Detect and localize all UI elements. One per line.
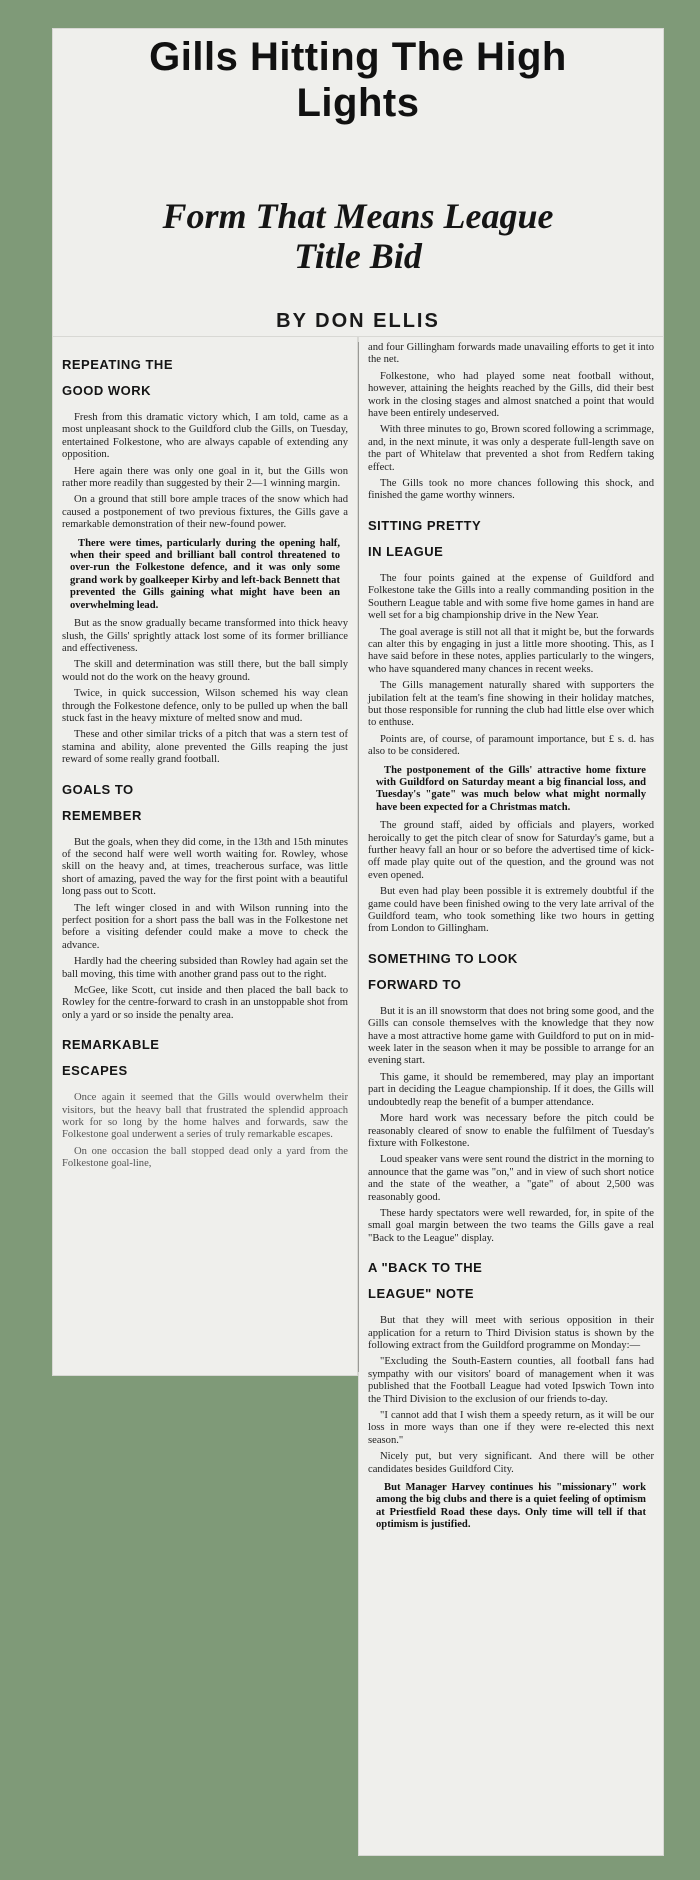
bold-paragraph: But Manager Harvey continues his "missionary" work among the big clubs and there is a quiet feeling of optimism at Priestfield Road these days. Only time will tell if that optimism is justified. — [376, 1482, 646, 1531]
paragraph: But it is an ill snowstorm that does not bring some good, and the Gills can console themselves with the knowledge that they now have a most attractive home game with Guildford to put on in mid-week later in the season when it may be possible to arrange for an evening start. — [368, 1005, 654, 1067]
paragraph: The Gills management naturally shared with supporters the jubilation felt at the team's fine showing in their holiday matches, but those responsible for running the club had little else over which to enthuse. — [368, 680, 654, 729]
section-heading-line: GOOD WORK — [62, 383, 151, 398]
section-heading-line: GOALS TO — [62, 781, 134, 797]
paragraph: The left winger closed in and with Wilson running into the perfect position for a short pass the ball was in the Folkestone net before a visiting defender could make a move to check the advance. — [62, 902, 348, 951]
section-heading-line: LEAGUE" NOTE — [368, 1286, 475, 1302]
paragraph: Once again it seemed that the Gills would overwhelm their visitors, but the heavy ball that frustrated the splendid approach work for so long by the home halves and forwards, saw the Folkestone goal underwent a series of truly remarkable escapes. — [62, 1092, 348, 1141]
section-heading-line: IN LEAGUE — [368, 543, 444, 559]
section-heading-line: REMARKABLE — [62, 1037, 160, 1053]
section-heading-line: FORWARD TO — [368, 976, 462, 992]
paragraph: "Excluding the South-Eastern counties, all football fans had sympathy with our visitors' board of management when it was published that the Football League had voted Ipswich Town into the Third Division to the exclusion of our friends to-day. — [368, 1356, 654, 1405]
paragraph: But the goals, when they did come, in the 13th and 15th minutes of the second half were well worth waiting for. Rowley, whose skill on the heavy and, at times, treacherous surface, was little short of amazing, paved the way for the first point with a beautiful long pass out to Scott. — [62, 836, 348, 898]
paragraph: The ground staff, aided by officials and players, worked heroically to get the pitch clear of snow for Saturday's game, but a further heavy fall an hour or so before the advertised time of kick-off made play quite out of the question, and the ground was not even opened. — [368, 820, 654, 881]
subheadline-line-1: Form That Means League — [162, 196, 554, 236]
right-column — [358, 336, 664, 1856]
paragraph: Points are, of course, of paramount importance, but £ s. d. has also to be considered. — [368, 733, 654, 758]
paragraph: But that they will meet with serious opposition in their application for a return to Third Division status is shown by the following extract from the Guildford programme on Monday:— — [368, 1315, 654, 1351]
paragraph: Loud speaker vans were sent round the district in the morning to announce that the game was "on," and in view of such short notice and the state of the weather, a "gate" of about 2,500 was reasonably good. — [368, 1154, 654, 1203]
paragraph: These hardy spectators were well rewarded, for, in spite of the small goal margin between the two teams the Gills gave a real "Back to the League" display. — [368, 1207, 654, 1244]
paragraph: On one occasion the ball stopped dead only a yard from the Folkestone goal-line, — [62, 1145, 348, 1170]
headline-line-2: Lights — [296, 81, 420, 125]
paragraph: But as the snow gradually became transformed into thick heavy slush, the Gills' sprightly attack lost some of its former brilliance and effectiveness. — [62, 618, 348, 654]
section-heading-goals — [62, 777, 348, 829]
section-heading-back-to-league — [368, 1255, 654, 1307]
section-heading-line: REPEATING THE — [62, 357, 173, 372]
paragraph: The goal average is still not all that it might be, but the forwards can alter this by engaging in just a little more shooting. This, as I have said before in these notes, applies particularly to the wingers, who have squandered many chances in recent weeks. — [368, 626, 654, 675]
paragraph: Twice, in quick succession, Wilson schemed his way clean through the Folkestone defence, only to be pulled up when the ball stuck fast in the heavy mixture of melted snow and mud. — [62, 688, 348, 724]
paragraph: The skill and determination was still there, but the ball simply would not do the work on the heavy ground. — [62, 659, 348, 683]
paragraph: But even had play been possible it is extremely doubtful if the game could have been finished owing to the very late arrival of the Guildford team, who took something like two hours in getting from London to Gillingham. — [368, 886, 654, 935]
paragraph: These and other similar tricks of a pitch that was a stern test of stamina and ability, alone prevented the Gills reaping the just reward of some really grand football. — [62, 729, 348, 766]
bold-paragraph: The postponement of the Gills' attractive home fixture with Guildford on Saturday meant a big financial loss, and Tuesday's "gate" was much below what might normally have been expected for a Christmas match. — [376, 764, 646, 813]
paragraph: On a ground that still bore ample traces of the snow which had caused a postponement of two previous fixtures, the Gills gave a remarkable demonstration of their new-found power. — [62, 494, 348, 531]
paragraph: Folkestone, who had played some neat football without, however, attaining the heights reached by the Gills, did their best work in the closing stages and almost snatched a point that would have been entirely undeserved. — [368, 370, 654, 420]
paragraph: The Gills took no more chances following this shock, and finished the game worthy winners. — [368, 478, 654, 502]
byline: BY DON ELLIS — [276, 310, 440, 332]
column-divider — [358, 342, 359, 1372]
section-heading-line: SITTING PRETTY — [368, 517, 482, 533]
paragraph: McGee, like Scott, cut inside and then placed the ball back to Rowley for the centre-forward to crash in an unstoppable shot from only a yard or so inside the penalty area. — [62, 985, 348, 1021]
paragraph: With three minutes to go, Brown scored following a scrimmage, and, in the next minute, it was only a desperate full-length save on the part of Whitelaw that prevented a shot from Redfern taking effect. — [368, 424, 654, 473]
paragraph: More hard work was necessary before the pitch could be reasonably cleared of snow to enable the fulfilment of Tuesday's fixture with Folkestone. — [368, 1113, 654, 1149]
paragraph: Hardly had the cheering subsided than Rowley had again set the ball moving, this time with another grand pass out to the right. — [62, 956, 348, 980]
section-heading-line: SOMETHING TO LOOK — [368, 950, 518, 966]
headline — [52, 34, 664, 126]
bold-paragraph: There were times, particularly during the opening half, when their speed and brilliant ball control threatened to over-run the Folkestone defence, and it was only some grand work by goalkeeper Kirby and left-back Bennett that prevented the Gills gaining what might have been an overwhelming lead. — [70, 537, 340, 611]
section-heading-line: A "BACK TO THE — [368, 1260, 483, 1276]
section-heading-escapes — [62, 1032, 348, 1084]
paragraph: and four Gillingham forwards made unavailing efforts to get it into the net. — [368, 342, 654, 366]
subheadline-line-2: Title Bid — [294, 236, 422, 276]
section-heading-line: ESCAPES — [62, 1063, 128, 1079]
paragraph: Here again there was only one goal in it, but the Gills won rather more readily than suggested by their 2—1 winning margin. — [62, 465, 348, 490]
paragraph: The four points gained at the expense of Guildford and Folkestone take the Gills into a really commanding position in the Southern League table and with some five home games in hand are well set for a big championship drive in the New Year. — [368, 572, 654, 622]
section-heading-repeating — [62, 352, 348, 404]
headline-area — [52, 28, 664, 338]
section-heading-sitting-pretty — [368, 513, 654, 565]
headline-line-1: Gills Hitting The High — [149, 35, 567, 79]
left-column — [52, 336, 358, 1376]
subheadline — [52, 196, 664, 276]
section-heading-line: REMEMBER — [62, 807, 142, 823]
paragraph: Nicely put, but very significant. And there will be other candidates besides Guildford City. — [368, 1451, 654, 1475]
paragraph: This game, it should be remembered, may play an important part in deciding the League championship. If it does, the Gills will undoubtedly reap the benefit of a bumper attendance. — [368, 1071, 654, 1108]
paragraph: "I cannot add that I wish them a speedy return, as it will be our loss in more ways than one if they were re-elected this next season." — [368, 1410, 654, 1446]
paragraph: Fresh from this dramatic victory which, I am told, came as a most unpleasant shock to the Guildford club the Gills, on Tuesday, entertained Folkestone, who are always capable of extending any opposition. — [62, 412, 348, 461]
section-heading-something-to-look — [368, 946, 654, 998]
